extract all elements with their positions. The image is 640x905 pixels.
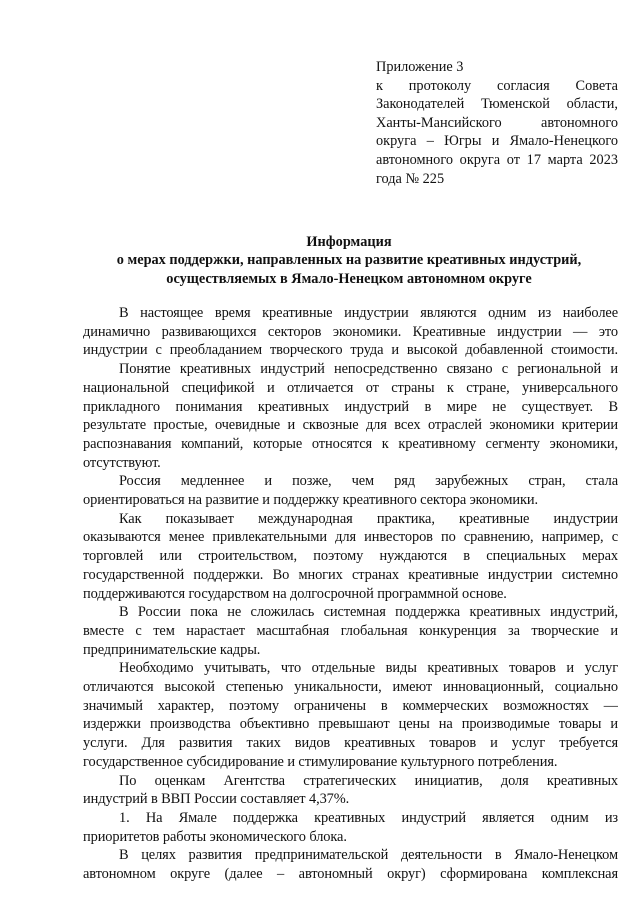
annex-line: автономного округа от 17 марта 2023 [376, 151, 618, 168]
paragraph-line: издержки производства объективно превышают цены на производимые товары и [83, 716, 618, 733]
paragraph-line: Необходимо учитывать, что отдельные виды креативных товаров и услуг [119, 660, 618, 677]
paragraph-line: приоритетов работы экономического блока. [83, 828, 347, 845]
paragraph-line: Россия медленнее и позже, чем ряд зарубежных стран, стала [119, 473, 618, 490]
paragraph-line: Понятие креативных индустрий непосредственно связано с региональной и [119, 361, 618, 378]
paragraph-line: ориентироваться на развитие и поддержку креативного сектора экономики. [83, 492, 538, 509]
paragraph-line: По оценкам Агентства стратегических инициатив, доля креативных [119, 772, 618, 789]
paragraph-9 [83, 846, 618, 883]
paragraph-3 [83, 472, 618, 509]
paragraph-7 [83, 772, 618, 809]
annex-line: к протоколу согласия Совета [376, 77, 618, 94]
paragraph-line: распознавания компаний, которые относятся к креативному сегменту экономики, [83, 435, 618, 452]
paragraph-line: вместе с тем нарастает масштабная глобальная конкуренция за творческие и [83, 622, 618, 639]
paragraph-line: государственное субсидирование и стимулирование культурного потребления. [83, 753, 558, 770]
paragraph-line: значимый характер, поэтому ограничены в коммерческих возможностях — [83, 697, 618, 714]
annex-line: Приложение 3 [376, 59, 464, 75]
paragraph-line: отсутствуют. [83, 454, 161, 471]
document-heading [60, 233, 638, 288]
annex-line: Законодателей Тюменской области, [376, 96, 618, 113]
paragraph-8 [83, 809, 618, 846]
paragraph-line: индустрий в ВВП России составляет 4,37%. [83, 791, 350, 808]
annex-line: округа – Югры и Ямало-Ненецкого [376, 133, 618, 150]
paragraph-line: Как показывает международная практика, креативные индустрии [119, 510, 618, 527]
document-body [83, 304, 618, 884]
paragraph-line: отличаются высокой степенью уникальности, имеют инновационный, социально [83, 679, 618, 696]
paragraph-1 [83, 304, 618, 360]
heading-subtitle-line: осуществляемых в Ямало-Ненецком автономном округе [166, 270, 532, 287]
paragraph-5 [83, 603, 618, 659]
annex-line: Ханты-Мансийского автономного [376, 114, 618, 131]
heading-title: Информация [306, 234, 392, 250]
paragraph-line: государственной поддержки. Во многих странах креативные индустрии системно [83, 566, 618, 583]
paragraph-line: национальной спецификой и отличается от страны к стране, универсального [83, 379, 618, 396]
paragraph-6 [83, 659, 618, 771]
annex-line: года № 225 [376, 170, 445, 187]
paragraph-line: автономном округе (далее – автономный округ) сформирована комплексная [83, 866, 618, 883]
paragraph-line: 1. На Ямале поддержка креативных индустрий является одним из [119, 809, 618, 826]
annex-block [376, 58, 618, 188]
heading-subtitle-line: о мерах поддержки, направленных на развитие креативных индустрий, [116, 252, 582, 269]
paragraph-line: торговлей или строительством, поэтому нуждаются в специальных мерах [83, 548, 618, 565]
paragraph-line: индустрии с преобладанием творческого труда и высокой добавленной стоимости. [83, 342, 618, 359]
paragraph-line: В настоящее время креативные индустрии являются одним из наиболее [119, 305, 618, 321]
paragraph-2 [83, 360, 618, 472]
paragraph-line: динамично развивающихся секторов экономики. Креативные индустрии — это [83, 323, 618, 340]
paragraph-line: предпринимательские кадры. [83, 641, 261, 658]
paragraph-line: поддерживаются государством на долгосрочной программной основе. [83, 585, 507, 602]
paragraph-line: В России пока не сложилась системная поддержка креативных индустрий, [119, 604, 618, 621]
paragraph-line: услуги. Для развития таких видов креативных товаров и услуг требуется [83, 735, 618, 752]
paragraph-line: В целях развития предпринимательской деятельности в Ямало-Ненецком [119, 847, 618, 864]
paragraph-line: результате простые, очевидные и сквозные для всех отраслей экономики критерии [83, 417, 618, 434]
paragraph-4 [83, 510, 618, 604]
paragraph-line: прикладного понимания креативных индустрий в мире не существует. В [83, 398, 618, 415]
paragraph-line: оказываются менее привлекательными для инвесторов по сравнению, например, с [83, 529, 618, 546]
